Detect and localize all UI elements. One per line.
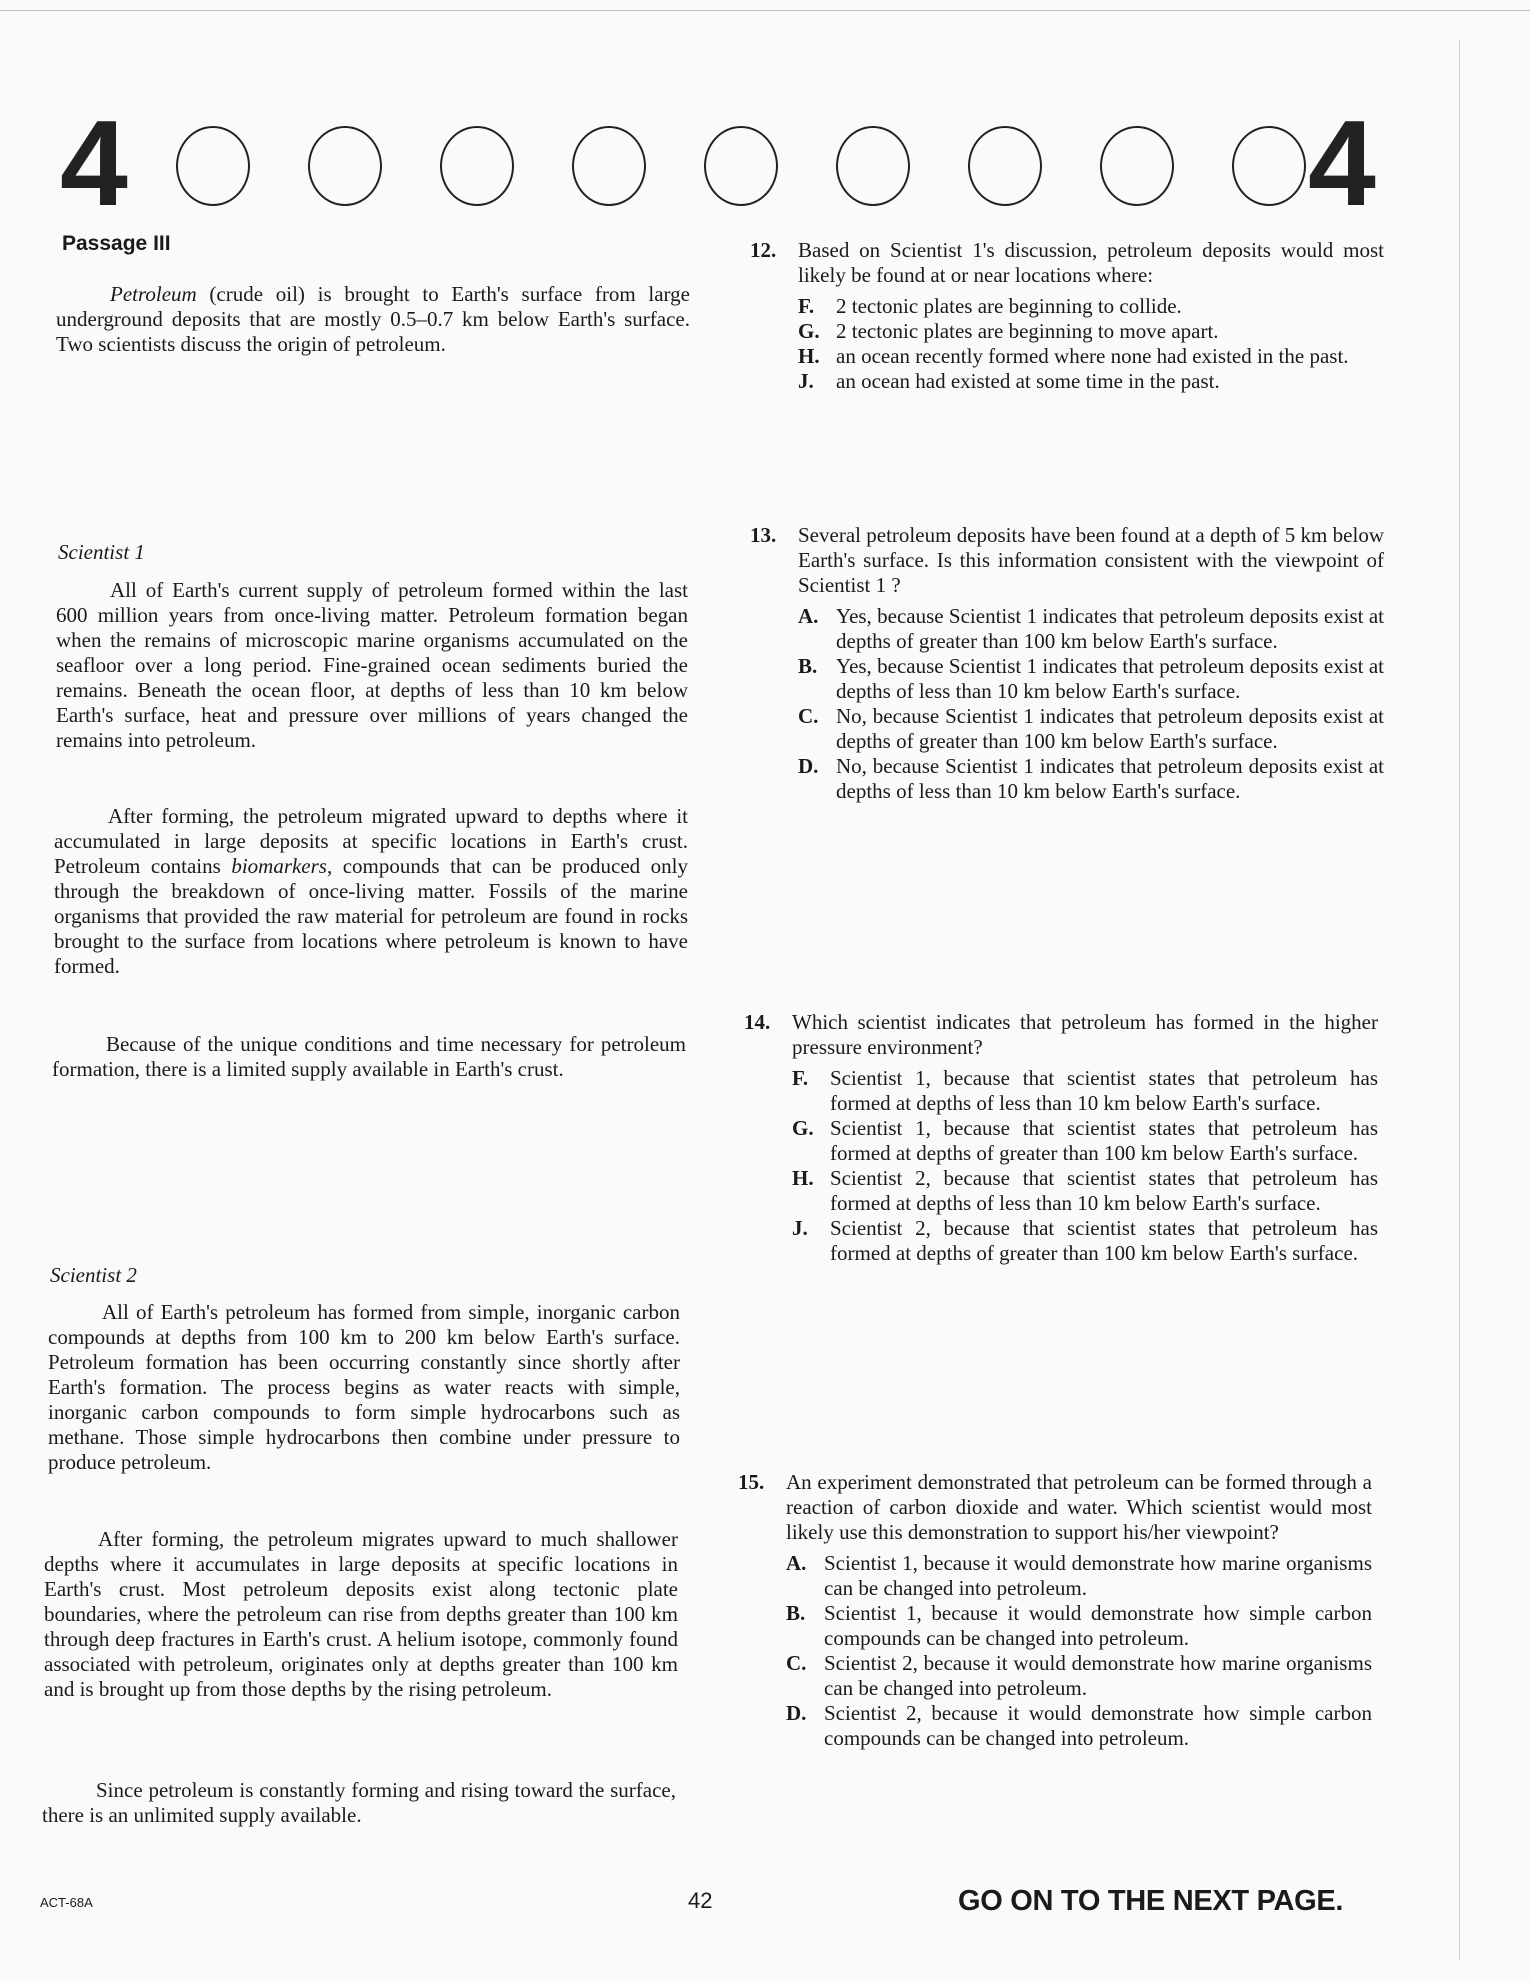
option-text: 2 tectonic plates are beginning to collide. bbox=[836, 294, 1182, 318]
option-letter: C. bbox=[798, 704, 819, 728]
question-number: 12. bbox=[750, 238, 777, 262]
question-stem: Which scientist indicates that petroleum has formed in the higher pressure environment? bbox=[792, 1010, 1378, 1059]
option-text: Scientist 2, because it would demonstrate how marine organisms can be changed into petroleum. bbox=[824, 1651, 1372, 1700]
scientist-2-paragraph-2: After forming, the petroleum migrates upward to much shallower depths where it accumulates in large deposits at specific locations in Earth's crust. Most petroleum deposits exist along tectonic plate boundaries, where the petroleum can rise from depths greater than 100 km through deep fractures in Earth's crust. A helium isotope, commonly found associated with petroleum, originates only at depths greater than 100 km and is brought up from those depths by the rising petroleum. bbox=[44, 1527, 678, 1701]
option-letter: F. bbox=[798, 294, 815, 318]
option-text: Scientist 2, because that scientist states that petroleum has formed at depths of less than 10 km below Earth's surface. bbox=[830, 1166, 1378, 1215]
answer-option-c[interactable] bbox=[786, 1651, 1372, 1701]
question-number: 13. bbox=[750, 523, 777, 547]
intro-text: (crude oil) is brought to Earth's surface from large underground deposits that are mostly 0.5–0.7 km below Earth's surface. Two scientists discuss the origin of petroleum. bbox=[56, 282, 690, 356]
option-text: No, because Scientist 1 indicates that petroleum deposits exist at depths of greater than 100 km below Earth's surface. bbox=[836, 704, 1384, 753]
biomarkers-term: biomarkers bbox=[231, 854, 327, 878]
scientist-1-heading: Scientist 1 bbox=[58, 540, 145, 564]
circle-icon bbox=[440, 126, 514, 206]
passage-intro bbox=[56, 282, 690, 357]
circle-icon bbox=[572, 126, 646, 206]
circle-icon bbox=[704, 126, 778, 206]
scientist-1-p2-end: , compounds that can be produced only through the breakdown of once-living matter. Fossils of the marine organisms that provided the raw material for petroleum are found in rocks brought to the surface from locations where petroleum is known to have formed. bbox=[54, 854, 688, 978]
answer-option-g[interactable] bbox=[798, 319, 1384, 344]
option-letter: F. bbox=[792, 1066, 809, 1090]
option-text: an ocean recently formed where none had existed in the past. bbox=[836, 344, 1349, 368]
page-number: 42 bbox=[688, 1888, 713, 1913]
question-stem: An experiment demonstrated that petroleum can be formed through a reaction of carbon dioxide and water. Which scientist would most likely use this demonstration to support his/her viewpoint? bbox=[786, 1470, 1372, 1544]
scientist-1-paragraph-1: All of Earth's current supply of petroleum formed within the last 600 million years from once-living matter. Petroleum formation began when the remains of microscopic marine organisms accumulated on the seafloor over a long period. Fine-grained ocean sediments buried the remains. Beneath the ocean floor, at depths of less than 10 km below Earth's surface, heat and pressure over millions of years changed the remains into petroleum. bbox=[56, 578, 688, 752]
scan-top-edge bbox=[0, 10, 1530, 11]
option-text: Scientist 1, because it would demonstrate how marine organisms can be changed into petroleum. bbox=[824, 1551, 1372, 1600]
option-text: Scientist 1, because that scientist states that petroleum has formed at depths of greater than 100 km below Earth's surface. bbox=[830, 1116, 1378, 1165]
scientist-2-paragraph-1: All of Earth's petroleum has formed from simple, inorganic carbon compounds at depths from 100 km to 200 km below Earth's surface. Petroleum formation has been occurring constantly since shortly after Earth's formation. The process begins as water reacts with simple, inorganic carbon compounds to form simple hydrocarbons such as methane. Those simple hydrocarbons then combine under pressure to produce petroleum. bbox=[48, 1300, 680, 1474]
option-letter: C. bbox=[786, 1651, 807, 1675]
form-code: ACT-68A bbox=[40, 1895, 93, 1910]
option-text: Scientist 1, because that scientist states that petroleum has formed at depths of less than 10 km below Earth's surface. bbox=[830, 1066, 1378, 1115]
answer-option-h[interactable] bbox=[798, 344, 1384, 369]
answer-option-j[interactable] bbox=[798, 369, 1384, 394]
option-letter: A. bbox=[786, 1551, 807, 1575]
option-text: 2 tectonic plates are beginning to move apart. bbox=[836, 319, 1219, 343]
next-page-instruction: GO ON TO THE NEXT PAGE. bbox=[958, 1885, 1344, 1917]
option-letter: H. bbox=[792, 1166, 814, 1190]
question-15 bbox=[738, 1470, 1372, 1751]
answer-option-h[interactable] bbox=[792, 1166, 1378, 1216]
scientist-1-paragraph-3: Because of the unique conditions and time necessary for petroleum formation, there is a limited supply available in Earth's crust. bbox=[52, 1032, 686, 1081]
answer-option-c[interactable] bbox=[798, 704, 1384, 754]
scientist-2-heading: Scientist 2 bbox=[50, 1263, 137, 1287]
answer-option-a[interactable] bbox=[786, 1551, 1372, 1601]
answer-option-b[interactable] bbox=[786, 1601, 1372, 1651]
option-letter: D. bbox=[798, 754, 819, 778]
passage-title: Passage III bbox=[62, 232, 171, 255]
question-14 bbox=[744, 1010, 1378, 1266]
question-13 bbox=[750, 523, 1384, 804]
section-header bbox=[60, 95, 1380, 231]
circle-icon bbox=[1232, 126, 1306, 206]
answer-option-f[interactable] bbox=[792, 1066, 1378, 1116]
circle-icon bbox=[1100, 126, 1174, 206]
option-letter: J. bbox=[798, 369, 814, 393]
option-text: Yes, because Scientist 1 indicates that petroleum deposits exist at depths of greater than 100 km below Earth's surface. bbox=[836, 604, 1384, 653]
question-stem: Based on Scientist 1's discussion, petroleum deposits would most likely be found at or near locations where: bbox=[798, 238, 1384, 287]
circle-icon bbox=[176, 126, 250, 206]
answer-option-d[interactable] bbox=[798, 754, 1384, 804]
scientist-2-paragraph-3: Since petroleum is constantly forming and rising toward the surface, there is an unlimited supply available. bbox=[42, 1778, 676, 1827]
question-stem: Several petroleum deposits have been found at a depth of 5 km below Earth's surface. Is this information consistent with the viewpoint of Scientist 1 ? bbox=[798, 523, 1384, 597]
section-number-right: 4 bbox=[1308, 95, 1376, 231]
option-text: Yes, because Scientist 1 indicates that petroleum deposits exist at depths of less than 10 km below Earth's surface. bbox=[836, 654, 1384, 703]
option-letter: J. bbox=[792, 1216, 808, 1240]
circle-icon bbox=[836, 126, 910, 206]
answer-option-a[interactable] bbox=[798, 604, 1384, 654]
answer-option-b[interactable] bbox=[798, 654, 1384, 704]
scan-right-edge bbox=[1459, 40, 1460, 1960]
option-text: No, because Scientist 1 indicates that petroleum deposits exist at depths of less than 10 km below Earth's surface. bbox=[836, 754, 1384, 803]
question-number: 15. bbox=[738, 1470, 765, 1494]
option-letter: B. bbox=[786, 1601, 806, 1625]
circle-icon bbox=[968, 126, 1042, 206]
option-text: Scientist 2, because it would demonstrate how simple carbon compounds can be changed into petroleum. bbox=[824, 1701, 1372, 1750]
option-letter: H. bbox=[798, 344, 820, 368]
circle-divider bbox=[160, 126, 1300, 206]
intro-term: Petroleum bbox=[110, 282, 197, 306]
answer-option-f[interactable] bbox=[798, 294, 1384, 319]
option-letter: D. bbox=[786, 1701, 807, 1725]
question-12 bbox=[750, 238, 1384, 394]
scientist-1-paragraph-2 bbox=[54, 804, 688, 979]
section-number-left: 4 bbox=[60, 95, 128, 231]
answer-option-g[interactable] bbox=[792, 1116, 1378, 1166]
question-number: 14. bbox=[744, 1010, 771, 1034]
circle-icon bbox=[308, 126, 382, 206]
option-letter: G. bbox=[798, 319, 820, 343]
answer-option-d[interactable] bbox=[786, 1701, 1372, 1751]
option-text: Scientist 1, because it would demonstrate how simple carbon compounds can be changed into petroleum. bbox=[824, 1601, 1372, 1650]
option-text: an ocean had existed at some time in the past. bbox=[836, 369, 1220, 393]
scientist-1-p2-start: After forming, the petroleum migrated upward to depths where it accumulated in large deposits at specific locations in Earth's crust. Petroleum contains bbox=[54, 804, 688, 878]
answer-option-j[interactable] bbox=[792, 1216, 1378, 1266]
option-letter: A. bbox=[798, 604, 819, 628]
option-letter: G. bbox=[792, 1116, 814, 1140]
option-letter: B. bbox=[798, 654, 818, 678]
option-text: Scientist 2, because that scientist states that petroleum has formed at depths of greater than 100 km below Earth's surface. bbox=[830, 1216, 1378, 1265]
